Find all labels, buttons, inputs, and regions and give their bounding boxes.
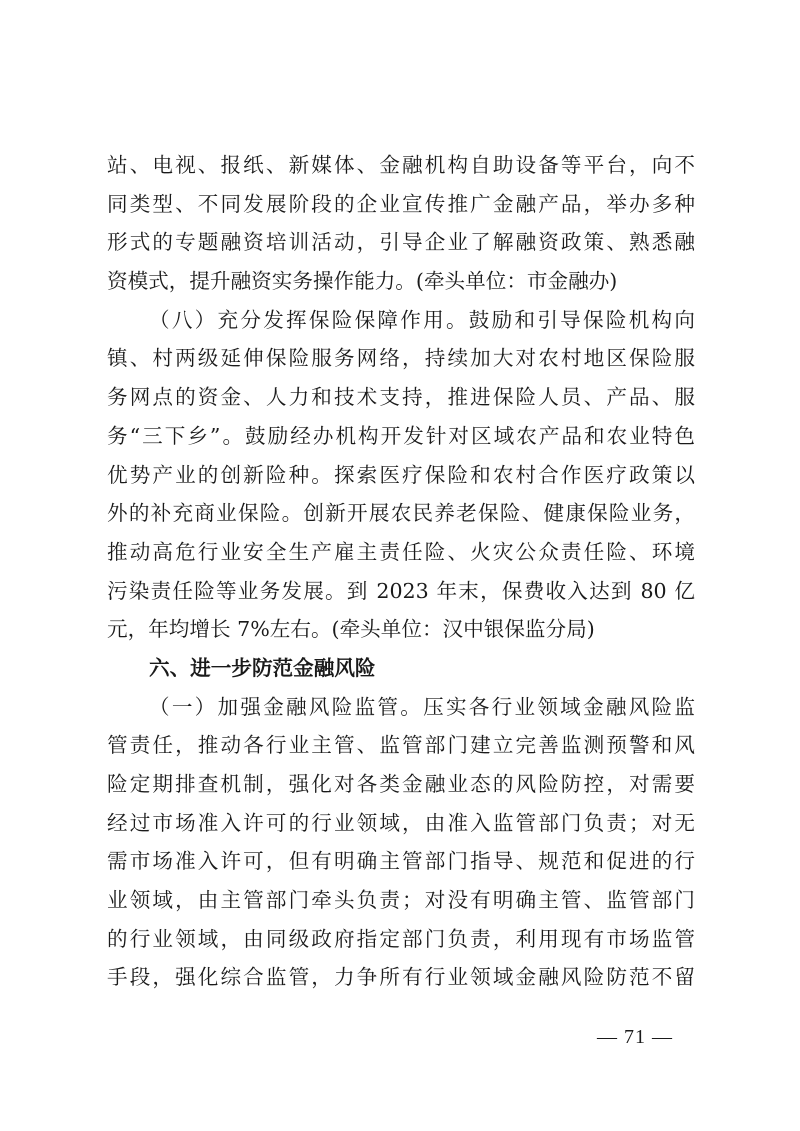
- text-line: 污染责任险等业务发展。到 2023 年末，保费收入达到 80 亿: [107, 578, 695, 603]
- text-line: 镇、村两级延伸保险服务网络，持续加大对农村地区保险服: [107, 346, 695, 371]
- body-text: [107, 146, 695, 997]
- text-line: 资模式，提升融资实务操作能力。(牵头单位：市金融办): [107, 269, 618, 294]
- text-line: 形式的专题融资培训活动，引导企业了解融资政策、熟悉融: [107, 230, 695, 255]
- paragraph-start-line: （八）充分发挥保险保障作用。鼓励和引导保险机构向: [149, 307, 695, 332]
- paragraph-start-line: （一）加强金融风险监管。压实各行业领域金融风险监: [149, 694, 695, 719]
- text-line: 务“三下乡”。鼓励经办机构开发针对区域农产品和农业特色: [107, 423, 695, 448]
- text-line: 站、电视、报纸、新媒体、金融机构自助设备等平台，向不: [107, 153, 695, 177]
- text-line: 优势产业的创新险种。探索医疗保险和农村合作医疗政策以: [107, 462, 695, 487]
- text-line: 管责任，推动各行业主管、监管部门建立完善监测预警和风: [107, 733, 695, 758]
- text-line: 的行业领域，由同级政府指定部门负责，利用现有市场监管: [107, 926, 695, 951]
- text-line: 元，年均增长 7%左右。(牵头单位：汉中银保监分局): [107, 617, 595, 642]
- text-line: 业领域，由主管部门牵头负责；对没有明确主管、监管部门: [107, 888, 695, 913]
- text-line: 同类型、不同发展阶段的企业宣传推广金融产品，举办多种: [107, 191, 695, 216]
- text-line: 经过市场准入许可的行业领域，由准入监管部门负责；对无: [107, 810, 695, 835]
- text-line: 险定期排查机制，强化对各类金融业态的风险防控，对需要: [107, 772, 695, 796]
- text-line: 需市场准入许可，但有明确主管部门指导、规范和促进的行: [107, 849, 695, 874]
- section-heading: 六、进一步防范金融风险: [149, 655, 376, 680]
- text-line: 务网点的资金、人力和技术支持，推进保险人员、产品、服: [107, 385, 695, 410]
- text-line: 外的补充商业保险。创新开展农民养老保险、健康保险业务，: [107, 501, 695, 526]
- text-line: 手段，强化综合监管，力争所有行业领域金融风险防范不留: [107, 965, 695, 990]
- text-line: 推动高危行业安全生产雇主责任险、火灾公众责任险、环境: [107, 539, 695, 564]
- page-number: — 71 —: [597, 1026, 673, 1048]
